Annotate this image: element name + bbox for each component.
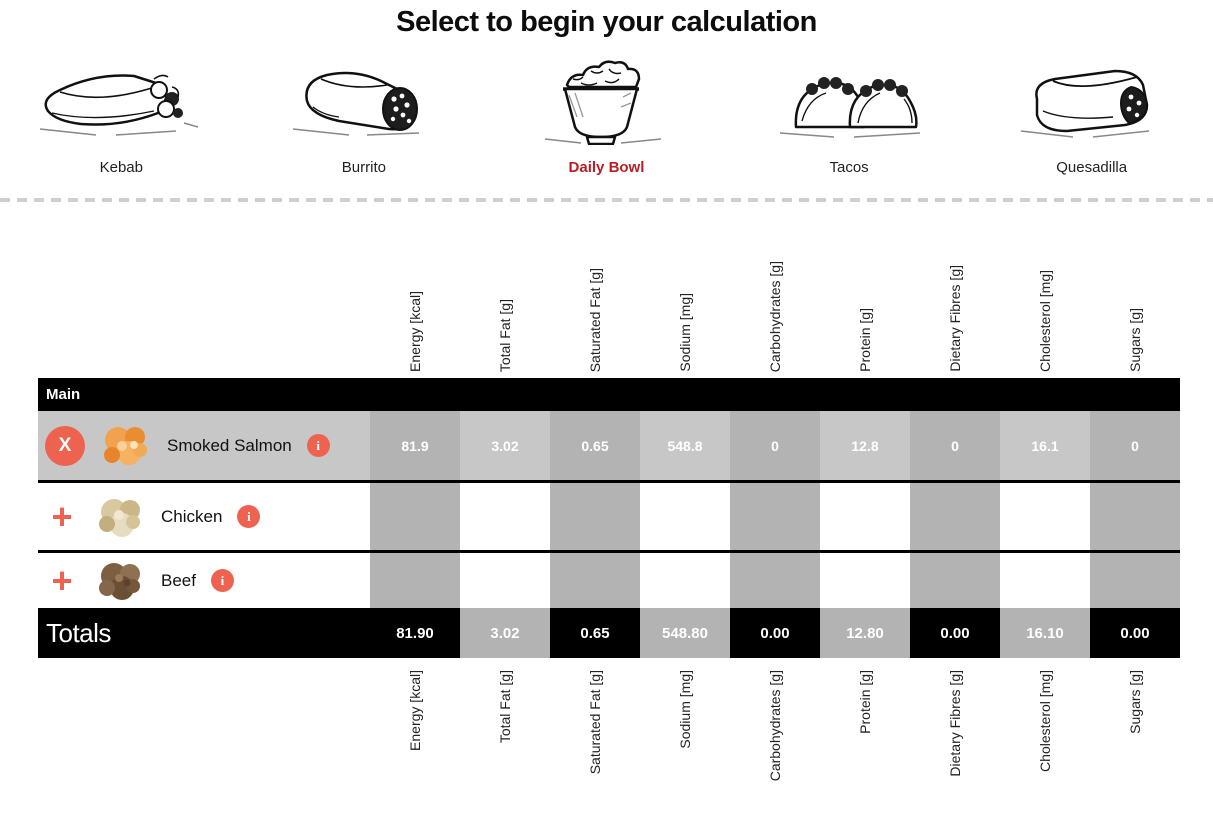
product-kebab[interactable] — [0, 49, 243, 176]
total-cell: 0.00 — [760, 624, 790, 642]
product-label-tacos[interactable]: Tacos — [829, 159, 869, 176]
smoked-salmon-image — [98, 420, 154, 472]
product-label-kebab[interactable]: Kebab — [99, 159, 143, 176]
total-cell: 81.90 — [396, 624, 434, 642]
value-cell: 0.65 — [550, 411, 640, 480]
value-cell — [730, 553, 820, 608]
product-label-quesadilla[interactable]: Quesadilla — [1056, 159, 1128, 176]
total-cell: 16.10 — [1000, 608, 1090, 658]
total-cell: 12.80 — [820, 608, 910, 658]
column-header-label: Dietary Fibres [g] — [947, 265, 963, 372]
column-header-saturated-fat — [550, 206, 640, 372]
remove-smoked-salmon-button[interactable]: X — [45, 426, 85, 466]
column-header-label: Cholesterol [mg] — [1037, 270, 1053, 372]
column-header-label: Saturated Fat [g] — [587, 267, 603, 372]
column-header-label: Energy [kcal] — [407, 291, 423, 372]
column-header-label: Total Fat [g] — [497, 298, 513, 372]
section-header-main: Main — [38, 378, 1180, 411]
row-label-beef — [38, 553, 370, 608]
totals-row — [38, 608, 1180, 658]
dashed-divider — [0, 198, 1213, 202]
column-header-carbohydrates — [730, 206, 820, 372]
info-icon-smoked-salmon[interactable]: i — [307, 434, 330, 457]
totals-label: Totals — [46, 617, 111, 648]
column-header-sodium — [640, 670, 730, 816]
column-header-label: Dietary Fibres [g] — [947, 670, 963, 777]
value-cell — [1000, 553, 1090, 608]
column-header-dietary-fibres — [910, 206, 1000, 372]
column-header-cholesterol — [1000, 670, 1090, 816]
ingredient-name: Beef — [161, 570, 196, 590]
column-header-label: Protein [g] — [857, 670, 873, 734]
column-header-total-fat — [460, 206, 550, 372]
value-cell — [640, 483, 730, 550]
column-header-sugars — [1090, 206, 1180, 372]
value-cell — [820, 483, 910, 550]
value-cell: 548.8 — [667, 437, 703, 454]
product-label-daily-bowl[interactable]: Daily Bowl — [568, 159, 645, 176]
value-cell: 0 — [910, 411, 1000, 480]
value-cell — [1090, 553, 1180, 608]
value-cell — [550, 553, 640, 608]
column-header-protein — [820, 670, 910, 816]
column-header-label: Sodium [mg] — [677, 293, 693, 372]
value-cell — [730, 483, 820, 550]
value-cell — [910, 483, 1000, 550]
column-header-protein — [820, 206, 910, 372]
ingredient-row-smoked-salmon — [38, 411, 1180, 483]
add-chicken-button[interactable]: + — [51, 495, 73, 537]
value-cell: 0 — [730, 411, 820, 480]
value-cell — [910, 553, 1000, 608]
product-label-burrito[interactable]: Burrito — [341, 159, 386, 176]
column-header-label: Sugars [g] — [1127, 308, 1143, 372]
value-cell — [820, 553, 910, 608]
ingredient-name: Chicken — [161, 506, 223, 526]
column-header-saturated-fat — [550, 670, 640, 816]
column-headers-top — [38, 206, 1180, 378]
kebab-illustration — [26, 49, 216, 145]
page-title: Select to begin your calculation — [396, 6, 817, 38]
value-cell: 12.8 — [851, 437, 879, 454]
column-header-label: Carbohydrates [g] — [767, 670, 783, 782]
column-header-cholesterol — [1000, 206, 1090, 372]
column-header-energy — [370, 670, 460, 816]
column-header-label: Carbohydrates [g] — [767, 260, 783, 372]
total-cell: 548.80 — [640, 608, 730, 658]
ingredient-row-chicken — [38, 483, 1180, 553]
beef-image — [92, 556, 148, 606]
column-header-sodium — [640, 206, 730, 372]
column-header-total-fat — [460, 670, 550, 816]
ingredient-name: Smoked Salmon — [167, 435, 292, 455]
column-header-dietary-fibres — [910, 670, 1000, 816]
value-cell — [550, 483, 640, 550]
column-header-label: Energy [kcal] — [407, 670, 423, 751]
product-quesadilla[interactable] — [970, 49, 1213, 176]
value-cell: 0 — [1090, 411, 1180, 480]
add-beef-button[interactable]: + — [51, 559, 73, 601]
column-header-carbohydrates — [730, 670, 820, 816]
column-header-label: Saturated Fat [g] — [587, 670, 603, 775]
value-cell — [370, 483, 460, 550]
value-cell — [1000, 483, 1090, 550]
burrito-illustration — [269, 49, 459, 145]
nutrition-table — [38, 206, 1180, 816]
value-cell — [460, 553, 550, 608]
tacos-illustration — [754, 49, 944, 145]
total-cell: 3.02 — [460, 608, 550, 658]
total-cell: 0.00 — [1120, 624, 1150, 642]
column-header-sugars — [1090, 670, 1180, 816]
row-label-chicken — [38, 483, 370, 550]
column-header-label: Cholesterol [mg] — [1037, 670, 1053, 772]
value-cell: 16.1 — [1031, 437, 1059, 454]
value-cell — [1090, 483, 1180, 550]
info-icon-chicken[interactable]: i — [237, 505, 260, 528]
total-cell: 0.00 — [940, 624, 970, 642]
chicken-image — [92, 491, 148, 543]
value-cell — [460, 483, 550, 550]
value-cell — [640, 553, 730, 608]
quesadilla-illustration — [997, 49, 1187, 145]
value-cell: 81.9 — [370, 411, 460, 480]
value-cell: 3.02 — [491, 437, 519, 454]
row-label-smoked-salmon — [38, 411, 370, 480]
column-header-label: Total Fat [g] — [497, 670, 513, 744]
column-header-label: Protein [g] — [857, 308, 873, 372]
info-icon-beef[interactable]: i — [211, 569, 234, 592]
column-header-energy — [370, 206, 460, 372]
daily-bowl-illustration — [511, 49, 701, 145]
product-burrito[interactable] — [243, 49, 486, 176]
column-header-label: Sodium [mg] — [677, 670, 693, 749]
column-headers-bottom — [38, 658, 1180, 816]
product-tacos[interactable] — [728, 49, 971, 176]
column-header-label: Sugars [g] — [1127, 670, 1143, 734]
value-cell — [370, 553, 460, 608]
product-daily-bowl[interactable] — [485, 49, 728, 176]
product-selector — [0, 49, 1213, 176]
total-cell: 0.65 — [580, 624, 610, 642]
ingredient-row-beef — [38, 553, 1180, 608]
